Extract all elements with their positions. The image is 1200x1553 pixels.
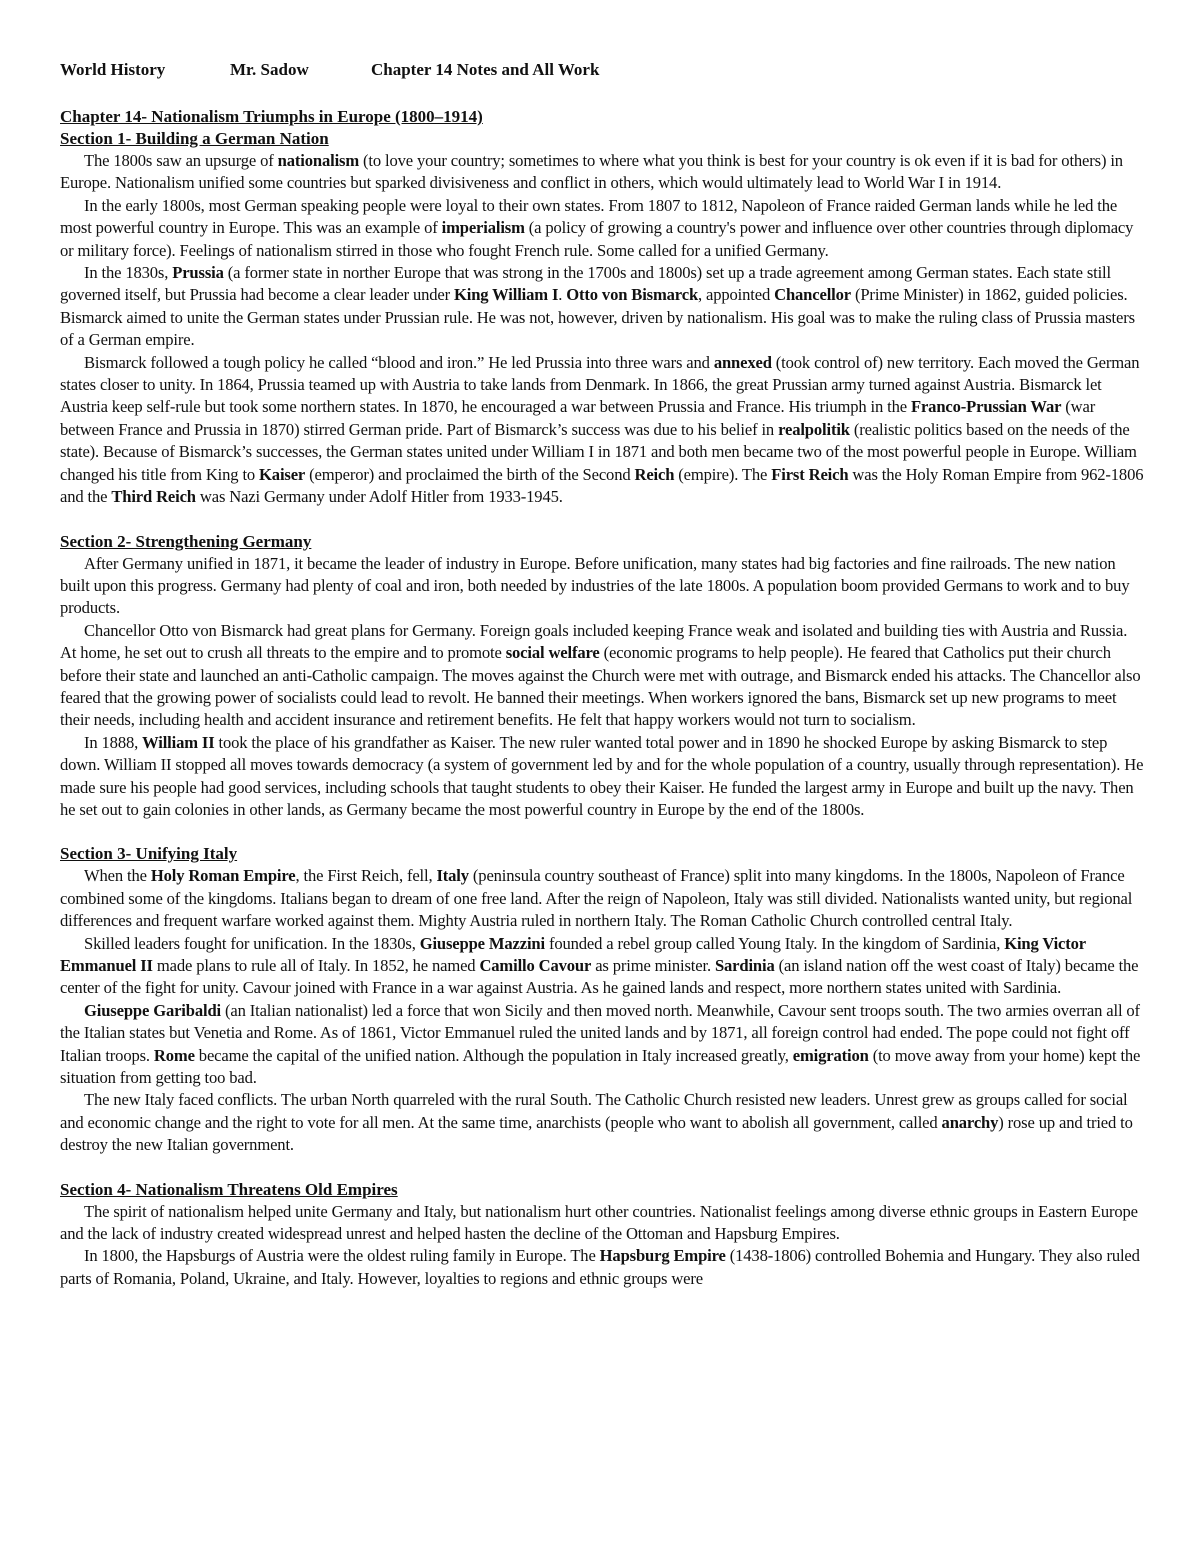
sections-container <box>60 128 1145 1290</box>
paragraph: The new Italy faced conflicts. The urban North quarreled with the rural South. The Catholic Church resisted new leaders. Unrest grew as groups called for social and economic change and the right to vote for all men. At the same time, anarchists (people who want to abolish all government, called anarchy) rose up and tried to destroy the new Italian government. <box>60 1090 1133 1155</box>
paragraph: In the early 1800s, most German speaking people were loyal to their own states. From 1807 to 1812, Napoleon of France raided German lands while he led the most powerful country in Europe. This was an example of imperialism (a policy of growing a country's power and influence over other countries through diplomacy or military force). Feelings of nationalism stirred in those who fought French rule. Some called for a unified Germany. <box>60 195 1134 260</box>
key-term: Holy Roman Empire <box>150 866 296 886</box>
key-term: William II <box>142 732 215 752</box>
paragraph: In the 1830s, Prussia (a former state in norther Europe that was strong in the 1700s and 1800s) set up a trade agreement among German states. Each state still governed itself, but Prussia had become a clear leader under King William I. Otto von Bismarck, appointed Chancellor (Prime Minister) in 1862, guided policies. Bismarck aimed to unite the German states under Prussian rule. He was not, however, driven by nationalism. His goal was to make the ruling class of Prussia masters of a German empire. <box>60 263 1135 350</box>
paragraph: In 1800, the Hapsburgs of Austria were the oldest ruling family in Europe. The Hapsburg Empire (1438-1806) controlled Bohemia and Hungary. They also ruled parts of Romania, Poland, Ukraine, and Italy. However, loyalties to regions and ethnic groups were <box>60 1246 1140 1288</box>
key-term: imperialism <box>441 218 525 238</box>
key-term: Italy <box>436 866 469 886</box>
key-term: Chancellor <box>774 285 851 305</box>
paragraph: Giuseppe Garibaldi (an Italian nationalist) led a force that won Sicily and then moved north. Meanwhile, Cavour sent troops south. The two armies overran all of the Italian states but Venetia and Rome. As of 1861, Victor Emmanuel ruled the united lands and by 1871, all foreign control had ended. The pope could not fight off Italian troops. Rome became the capital of the unified nation. Although the population in Italy increased greatly, emigration (to move away from your home) kept the situation from getting too bad. <box>60 1000 1141 1088</box>
key-term: Prussia <box>172 263 224 283</box>
section-heading: Section 3- Unifying Italy <box>60 844 238 864</box>
key-term: Hapsburg Empire <box>599 1246 726 1266</box>
document-header <box>60 60 1145 84</box>
paragraph: The 1800s saw an upsurge of nationalism (to love your country; sometimes to where what you think is best for your country is ok even if it is bad for others) in Europe. Nationalism unified some countries but sparked divisiveness and conflict in others, which would ultimately lead to World War I in 1914. <box>60 151 1123 193</box>
key-term: Sardinia <box>714 956 775 975</box>
paragraph: When the Holy Roman Empire, the First Reich, fell, Italy (peninsula country southeast of France) split into many kingdoms. In the 1800s, Napoleon of France combined some of the kingdoms. Italians began to dream of one free land. After the reign of Napoleon, Italy was still divided. Nationalists wanted unity, but regional differences and frequent warfare worked against them. Mighty Austria ruled in northern Italy. The Roman Catholic Church controlled central Italy. <box>60 866 1133 931</box>
key-term: nationalism <box>277 151 360 170</box>
key-term: Kaiser <box>259 464 306 484</box>
section-heading: Section 4- Nationalism Threatens Old Empires <box>60 1179 398 1199</box>
key-term: King William I <box>454 285 559 305</box>
key-term: annexed <box>713 352 772 372</box>
paragraph: In 1888, William II took the place of his grandfather as Kaiser. The new ruler wanted total power and in 1890 he shocked Europe by asking Bismarck to step down. William II stopped all moves towards democracy (a system of government led by and for the whole population of a country, usually through representation). He made sure his people had good services, including schools that taught students to obey their Kaiser. He funded the largest army in Europe and built up the navy. Then he set out to gain colonies in other lands, as Germany became the most powerful country in Europe by the end of the 1800s. <box>60 732 1144 819</box>
document-title: Chapter 14 Notes and All Work <box>371 60 600 79</box>
paragraph: Skilled leaders fought for unification. In the 1830s, Giuseppe Mazzini founded a rebel group called Young Italy. In the kingdom of Sardinia, King Victor Emmanuel II made plans to rule all of Italy. In 1852, he named Camillo Cavour as prime minister. Sardinia (an island nation off the west coast of Italy) became the center of the fight for unity. Cavour joined with France in a war against Austria. As he gained lands and respect, more northern states united with Sardinia. <box>60 933 1139 998</box>
section-heading: Section 2- Strengthening Germany <box>60 531 312 551</box>
key-term: Giuseppe Mazzini <box>419 933 545 953</box>
key-term: Otto von Bismarck <box>566 285 699 305</box>
paragraph: Chancellor Otto von Bismarck had great plans for Germany. Foreign goals included keeping France weak and isolated and building ties with Austria and Russia. At home, he set out to crush all threats to the empire and to promote social welfare (economic programs to help people). He feared that Catholics put their church before their state and launched an anti-Catholic campaign. The moves against the Church were met with outrage, and Bismarck ended his attacks. The Chancellor also feared that the growing power of socialists could lead to revolt. He banned their meetings. When workers ignored the bans, Bismarck set up new programs to meet their needs, including health and accident insurance and retirement benefits. He felt that happy workers would not turn to socialism. <box>60 620 1141 730</box>
chapter-title: Chapter 14- Nationalism Triumphs in Europe (1800–1914) <box>60 107 483 126</box>
key-term: Franco-Prussian War <box>910 397 1062 417</box>
paragraph: Bismarck followed a tough policy he called “blood and iron.” He led Prussia into three wars and annexed (took control of) new territory. Each moved the German states closer to unity. In 1864, Prussia teamed up with Austria to take lands from Denmark. In 1866, the great Prussian army turned against Austria. Bismarck let Austria keep self-rule but took some northern states. In 1870, he encouraged a war between Prussia and France. His triumph in the Franco-Prussian War (war between France and Prussia in 1870) stirred German pride. Part of Bismarck’s success was due to his belief in realpolitik (realistic politics based on the needs of the state). Because of Bismarck’s successes, the German states united under William I in 1871 and both men became two of the most powerful people in Europe. William changed his title from King to Kaiser (emperor) and proclaimed the birth of the Second Reich (empire). The First Reich was the Holy Roman Empire from 962-1806 and the Third Reich was Nazi Germany under Adolf Hitler from 1933-1945. <box>60 352 1144 507</box>
key-term: Camillo Cavour <box>479 956 592 975</box>
section-heading: Section 1- Building a German Nation <box>60 129 329 148</box>
key-term: Giuseppe Garibaldi <box>84 1000 221 1020</box>
key-term: First Reich <box>771 464 849 484</box>
course-name: World History <box>60 60 166 79</box>
document-page <box>60 60 1145 1290</box>
key-term: emigration <box>792 1045 869 1065</box>
key-term: social welfare <box>505 643 600 663</box>
key-term: Reich <box>634 464 675 484</box>
paragraph: After Germany unified in 1871, it became the leader of industry in Europe. Before unification, many states had big factories and fine railroads. The new nation built upon this progress. Germany had plenty of coal and iron, both needed by industries of the late 1800s. A population boom provided Germans to work and to buy products. <box>60 553 1130 618</box>
key-term: Rome <box>153 1045 195 1065</box>
key-term: King Victor Emmanuel II <box>60 933 1086 975</box>
teacher-name: Mr. Sadow <box>230 60 309 79</box>
key-term: Third Reich <box>111 487 196 507</box>
key-term: anarchy <box>941 1112 999 1132</box>
key-term: realpolitik <box>778 419 850 439</box>
paragraph: The spirit of nationalism helped unite Germany and Italy, but nationalism hurt other countries. Nationalist feelings among diverse ethnic groups in Eastern Europe and the lack of industry created widespread unrest and helped hasten the decline of the Ottoman and Hapsburg Empires. <box>60 1201 1138 1244</box>
